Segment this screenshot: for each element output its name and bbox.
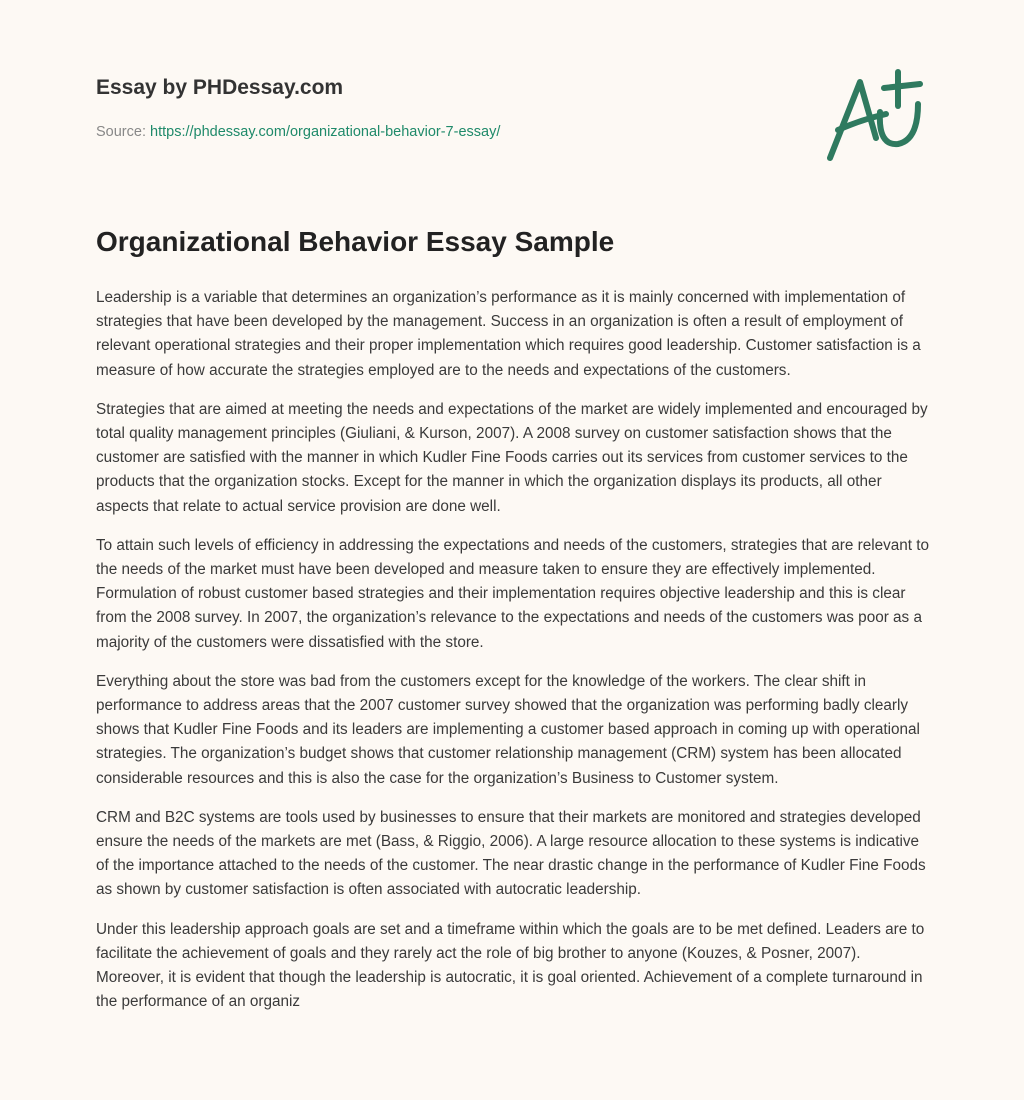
paragraph: Under this leadership approach goals are set and a timeframe within which the goals are to be met defined. Leaders are to facilitate the achievement of goals and they rarely act the role of big brother to anyone (Kouzes, & Posner, 2007). Moreover, it is evident that though the leadership is autocratic, it is goal oriented. Achievement of a complete turnaround in the performance of an organiz xyxy=(96,920,925,1011)
source-link[interactable]: https://phdessay.com/organizational-behavior-7-essay/ xyxy=(150,124,501,140)
a-plus-logo-icon xyxy=(820,68,930,168)
paragraph: To attain such levels of efficiency in addressing the expectations and needs of the customers, strategies that are relevant to the needs of the market must have been developed and measure taken to ensure they are effectively implemented. Formulation of robust customer based strategies and their implementation requires objective leadership and this is clear from the 2008 survey. In 2007, the organization’s relevance to the expectations and needs of the customers was poor as a majority of the customers were dissatisfied with the store. xyxy=(96,536,930,651)
source-line xyxy=(96,124,500,140)
paragraph: Leadership is a variable that determines an organization’s performance as it is mainly concerned with implementation of strategies that have been developed by the management. Success in an organization is often a result of employment of relevant operational strategies and their proper implementation which requires good leadership. Customer satisfaction is a measure of how accurate the strategies employed are to the needs and expectations of the customers. xyxy=(96,289,921,379)
a-plus-logo xyxy=(820,68,930,168)
source-label: Source: xyxy=(96,124,146,140)
article-title: Organizational Behavior Essay Sample xyxy=(96,226,615,257)
article-body xyxy=(96,286,932,1029)
paragraph: Strategies that are aimed at meeting the needs and expectations of the market are widely implemented and encouraged by total quality management principles (Giuliani, & Kurson, 2007). A 2008 survey on customer satisfaction shows that the customer are satisfied with the manner in which Kudler Fine Foods carries out its services from customer services to the products that the organization stocks. Except for the manner in which the organization displays its products, all other aspects that relate to actual service provision are done well. xyxy=(96,400,928,515)
paragraph: CRM and B2C systems are tools used by businesses to ensure that their markets are monitored and strategies developed ensure the needs of the markets are met (Bass, & Riggio, 2006). A large resource allocation to these systems is indicative of the importance attached to the needs of the customer. The near drastic change in the performance of Kudler Fine Foods as shown by customer satisfaction is often associated with autocratic leadership. xyxy=(96,808,926,899)
paragraph: Everything about the store was bad from the customers except for the knowledge of the workers. The clear shift in performance to address areas that the 2007 customer survey showed that the organization was performing badly clearly shows that Kudler Fine Foods and its leaders are implementing a customer based approach in coming up with operational strategies. The organization’s budget shows that customer relationship management (CRM) system has been allocated considerable resources and this is also the case for the organization’s Business to Customer system. xyxy=(96,672,920,787)
site-title: Essay by PHDessay.com xyxy=(96,76,344,99)
